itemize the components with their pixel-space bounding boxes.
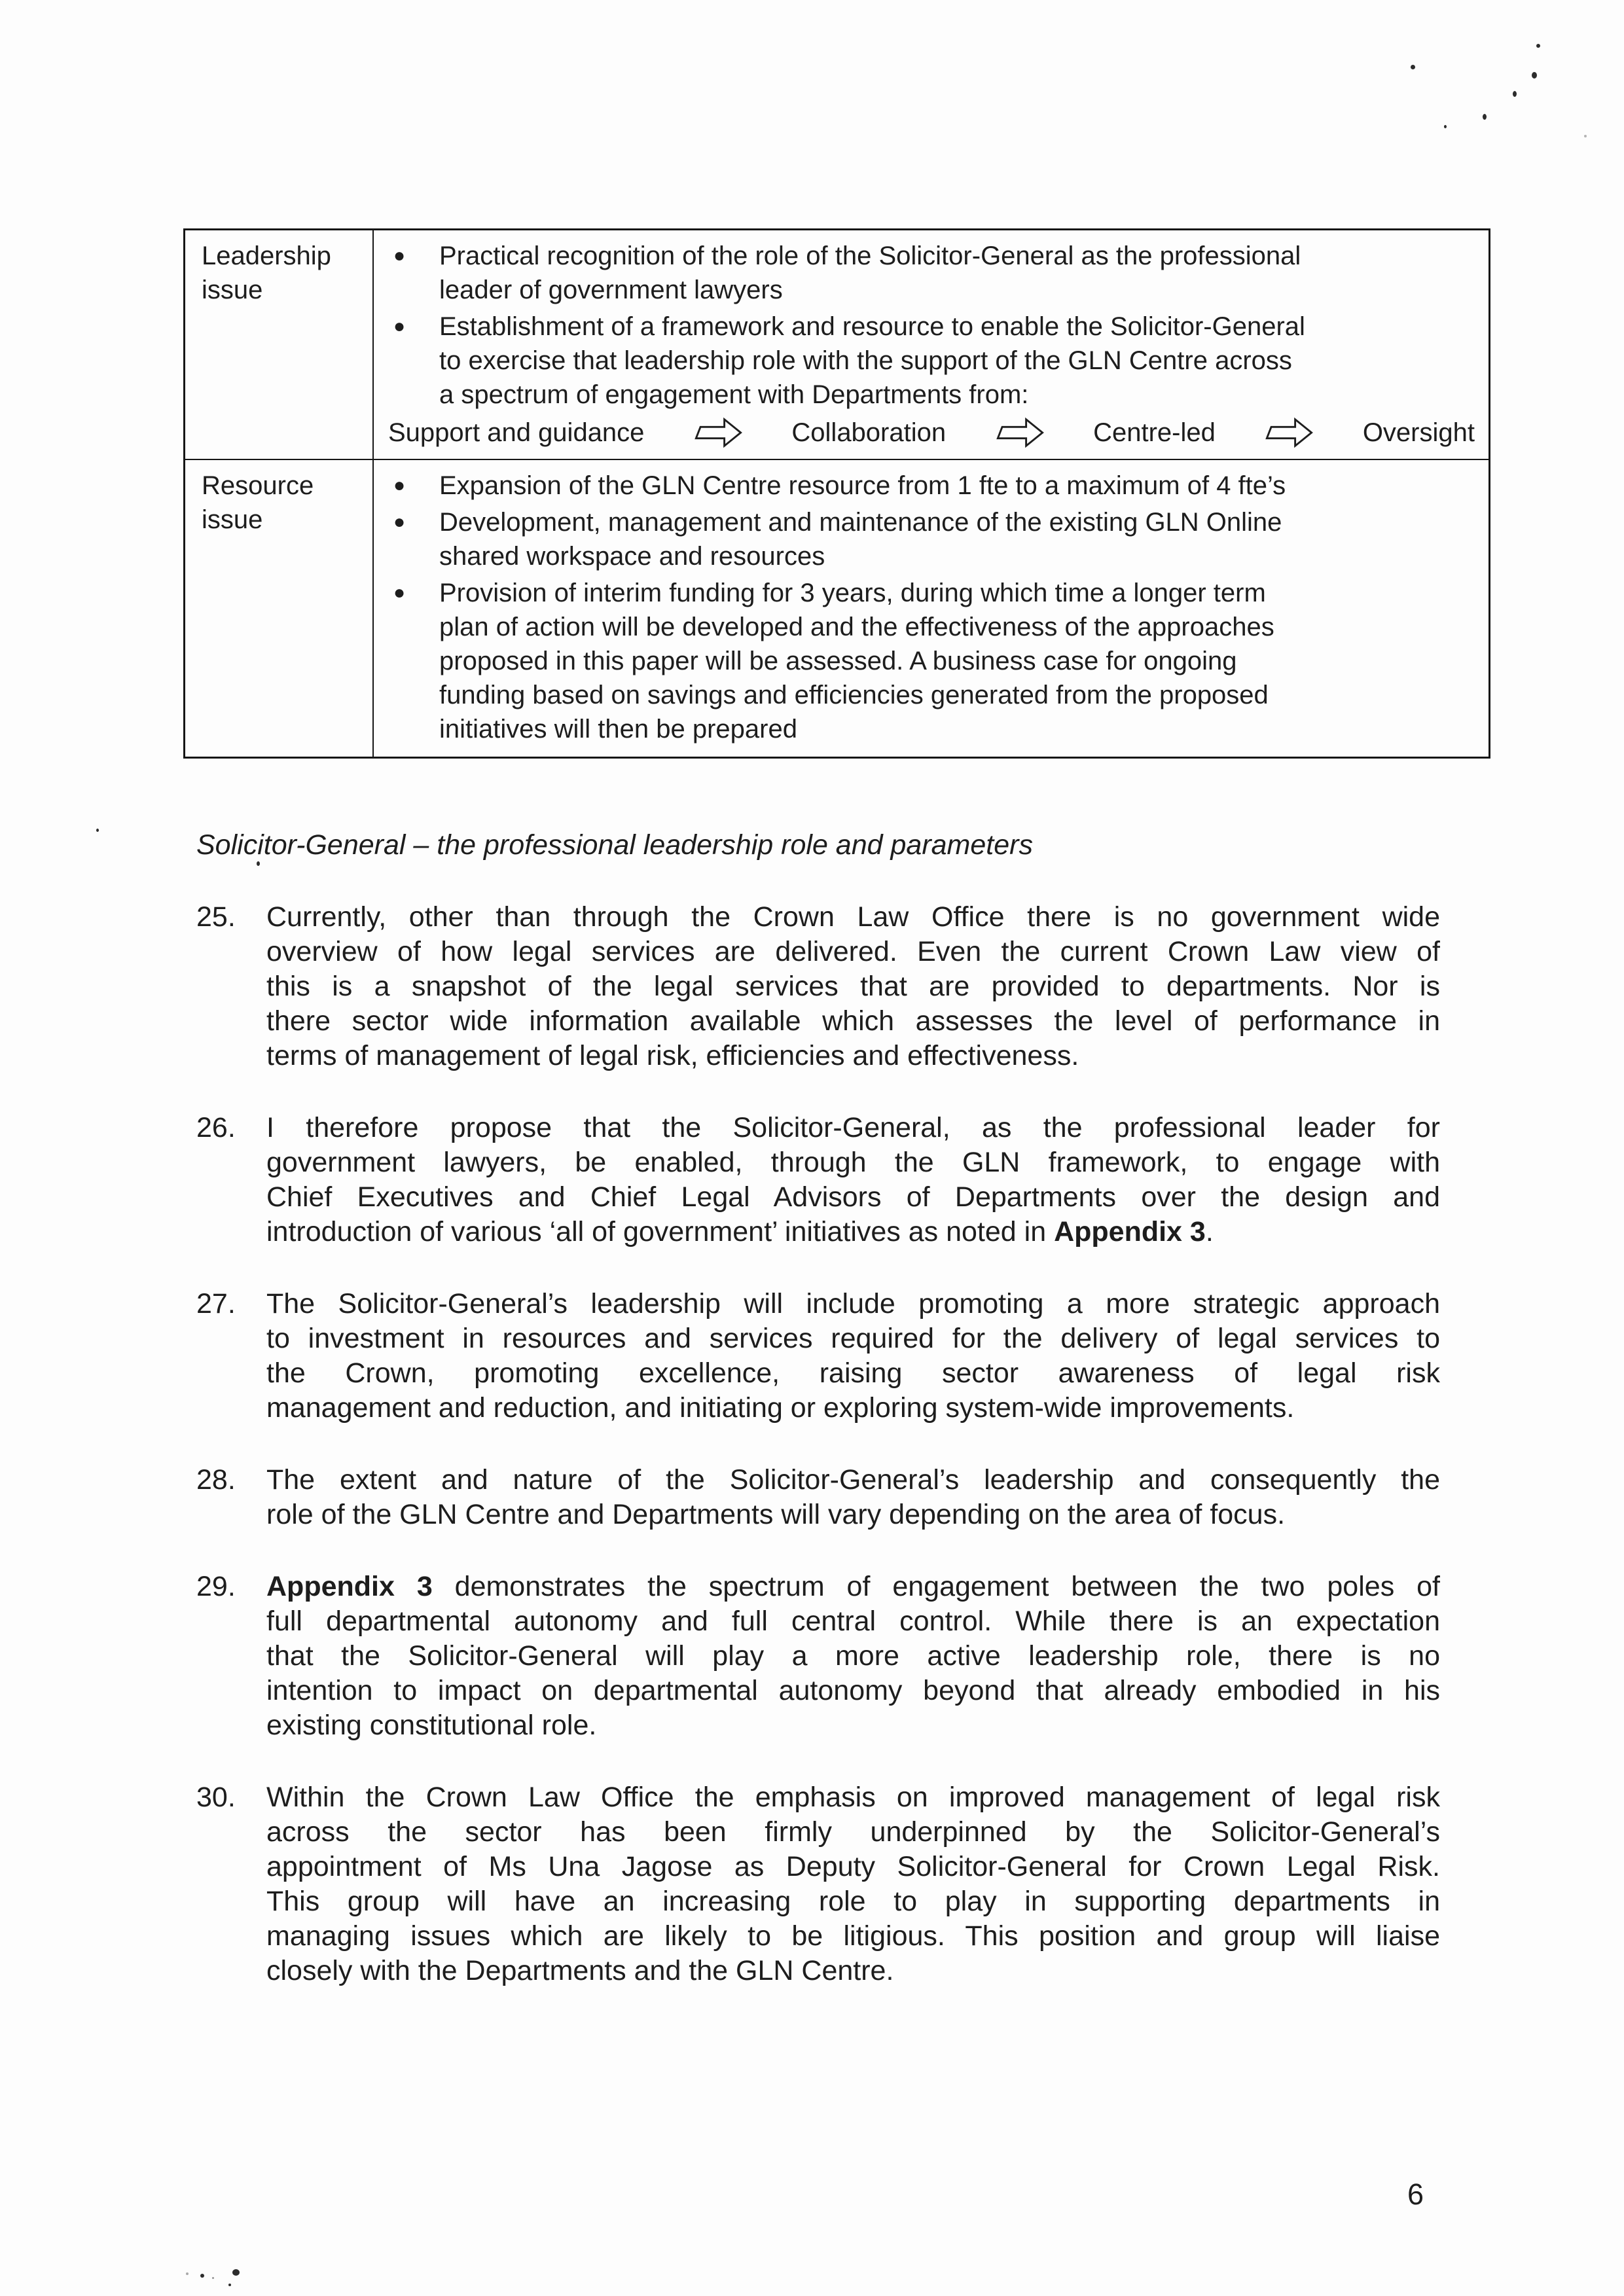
scan-speckle bbox=[96, 829, 99, 832]
text-line: Practical recognition of the role of the Solicitor-General as the professional bbox=[439, 242, 1301, 270]
section-heading: Solicitor-General – the professional leadership role and parameters bbox=[196, 829, 1033, 861]
text-line: introduction of various ‘all of government’ initiatives as noted in Appendix 3. bbox=[266, 1216, 1214, 1247]
row-content-leadership bbox=[374, 230, 1492, 459]
text-line: Within the Crown Law Office the emphasis on improved management of legal risk bbox=[266, 1782, 1440, 1813]
text-line: I therefore propose that the Solicitor-General, as the professional leader for bbox=[266, 1112, 1440, 1143]
text-line: managing issues which are likely to be litigious. This position and group will liaise bbox=[266, 1920, 1440, 1952]
text-line: appointment of Ms Una Jagose as Deputy Solicitor-General for Crown Legal Risk. bbox=[266, 1851, 1440, 1882]
scan-speckle bbox=[228, 2284, 231, 2286]
scan-speckle bbox=[1411, 65, 1415, 69]
text-line: management and reduction, and initiating or exploring system-wide improvements. bbox=[266, 1392, 1295, 1424]
text-line: The extent and nature of the Solicitor-General’s leadership and consequently the bbox=[266, 1464, 1440, 1496]
bullet-text bbox=[439, 239, 1475, 307]
bullet-icon: ● bbox=[393, 245, 406, 266]
paragraph-text bbox=[266, 1111, 1440, 1249]
text-line: a spectrum of engagement with Departments from: bbox=[439, 380, 1029, 409]
paragraph-25 bbox=[196, 900, 1440, 1073]
bullet-icon: ● bbox=[393, 511, 406, 533]
paragraph-number: 26. bbox=[196, 1112, 236, 1143]
paragraph-text bbox=[266, 1570, 1440, 1743]
scan-speckle bbox=[212, 2277, 214, 2279]
scan-speckle bbox=[1584, 135, 1587, 137]
text-line: full departmental autonomy and full central control. While there is an expectation bbox=[266, 1605, 1440, 1637]
page-number: 6 bbox=[1407, 2178, 1424, 2211]
paragraph-text bbox=[266, 1287, 1440, 1426]
text-line: Development, management and maintenance of the existing GLN Online bbox=[439, 508, 1282, 537]
row-content-resource bbox=[374, 460, 1489, 757]
paragraph-number: 27. bbox=[196, 1288, 236, 1319]
text-line: terms of management of legal risk, efficiencies and effectiveness. bbox=[266, 1040, 1079, 1071]
text-line: the Crown, promoting excellence, raising sector awareness of legal risk bbox=[266, 1357, 1440, 1389]
bullet-list bbox=[374, 469, 1471, 746]
arrow-right-icon bbox=[1264, 416, 1314, 449]
paragraph-26 bbox=[196, 1111, 1440, 1249]
paragraph-text bbox=[266, 1780, 1440, 1988]
bullet-icon: ● bbox=[393, 475, 406, 496]
arrow-right-icon bbox=[693, 416, 743, 449]
scan-speckle bbox=[1513, 91, 1517, 97]
text-line: role of the GLN Centre and Departments will vary depending on the area of focus. bbox=[266, 1499, 1286, 1530]
text-line: to investment in resources and services required for the delivery of legal services to bbox=[266, 1323, 1440, 1354]
engagement-spectrum bbox=[388, 416, 1475, 450]
text-line: there sector wide information available which assesses the level of performance in bbox=[266, 1005, 1440, 1037]
scan-speckle bbox=[200, 2274, 204, 2278]
text-line: across the sector has been firmly underpinned by the Solicitor-General’s bbox=[266, 1816, 1440, 1848]
scan-speckle bbox=[1483, 114, 1487, 120]
text-line: Expansion of the GLN Centre resource from 1 fte to a maximum of 4 fte’s bbox=[439, 471, 1286, 500]
text-line: Appendix 3 demonstrates the spectrum of engagement between the two poles of bbox=[266, 1571, 1440, 1602]
text-line: initiatives will then be prepared bbox=[439, 715, 797, 744]
spectrum-stage-label: Centre-led bbox=[1093, 418, 1216, 447]
bullet-item bbox=[374, 505, 1471, 573]
text-line: Chief Executives and Chief Legal Advisors of Departments over the design and bbox=[266, 1181, 1440, 1213]
bullet-item bbox=[374, 239, 1475, 307]
spectrum-stage-label: Support and guidance bbox=[388, 418, 645, 447]
bullet-text bbox=[439, 310, 1475, 412]
table-row-leadership bbox=[185, 230, 1489, 459]
paragraph-text bbox=[266, 1463, 1440, 1532]
text-line: This group will have an increasing role to play in supporting departments in bbox=[266, 1886, 1440, 1917]
bullet-item bbox=[374, 576, 1471, 746]
row-label-resource: Resource issue bbox=[185, 460, 374, 757]
bullet-item bbox=[374, 310, 1475, 412]
scan-speckle bbox=[232, 2269, 240, 2276]
text-line: intention to impact on departmental autonomy beyond that already embodied in his bbox=[266, 1675, 1440, 1706]
text-line: Provision of interim funding for 3 years, during which time a longer term bbox=[439, 579, 1266, 607]
spectrum-stage-label: Oversight bbox=[1362, 418, 1475, 447]
paragraph-number: 28. bbox=[196, 1464, 236, 1496]
paragraph-number: 30. bbox=[196, 1782, 236, 1813]
text-line: Establishment of a framework and resource to enable the Solicitor-General bbox=[439, 312, 1305, 341]
spectrum-stage-label: Collaboration bbox=[791, 418, 947, 447]
paragraph-29 bbox=[196, 1570, 1440, 1743]
text-line: this is a snapshot of the legal services that are provided to departments. Nor is bbox=[266, 971, 1440, 1002]
text-line: leader of government lawyers bbox=[439, 276, 783, 304]
scan-speckle bbox=[186, 2272, 189, 2275]
text-line: plan of action will be developed and the effectiveness of the approaches bbox=[439, 613, 1274, 641]
arrow-right-icon bbox=[995, 416, 1045, 449]
paragraph-28 bbox=[196, 1463, 1440, 1532]
text-line: Currently, other than through the Crown Law Office there is no government wide bbox=[266, 901, 1440, 933]
scan-speckle bbox=[1536, 44, 1540, 48]
table-row-resource bbox=[185, 459, 1489, 757]
scan-speckle bbox=[1444, 125, 1447, 128]
text-line: government lawyers, be enabled, through the GLN framework, to engage with bbox=[266, 1147, 1440, 1178]
bullet-list bbox=[374, 239, 1475, 412]
bold-text: Appendix 3 bbox=[1054, 1216, 1206, 1247]
text-line: proposed in this paper will be assessed. A business case for ongoing bbox=[439, 647, 1237, 675]
row-label-leadership: Leadership issue bbox=[185, 230, 374, 459]
scan-speckle bbox=[1532, 72, 1537, 79]
text-line: closely with the Departments and the GLN Centre. bbox=[266, 1955, 894, 1986]
bullet-icon: ● bbox=[393, 582, 406, 603]
bullet-text bbox=[439, 469, 1471, 503]
summary-table bbox=[183, 228, 1490, 759]
bullet-text bbox=[439, 505, 1471, 573]
text-line: to exercise that leadership role with the support of the GLN Centre across bbox=[439, 346, 1292, 375]
text-line: overview of how legal services are delivered. Even the current Crown Law view of bbox=[266, 936, 1440, 967]
bullet-text bbox=[439, 576, 1471, 746]
paragraph-text bbox=[266, 900, 1440, 1073]
paragraph-27 bbox=[196, 1287, 1440, 1426]
text-line: shared workspace and resources bbox=[439, 542, 825, 571]
bullet-icon: ● bbox=[393, 315, 406, 337]
text-line: The Solicitor-General’s leadership will include promoting a more strategic approach bbox=[266, 1288, 1440, 1319]
paragraph-number: 29. bbox=[196, 1571, 236, 1602]
bold-text: Appendix 3 bbox=[266, 1571, 433, 1602]
paragraph-30 bbox=[196, 1780, 1440, 1988]
bullet-item bbox=[374, 469, 1471, 503]
text-line: funding based on savings and efficiencies generated from the proposed bbox=[439, 681, 1269, 709]
paragraph-number: 25. bbox=[196, 901, 236, 933]
text-line: that the Solicitor-General will play a more active leadership role, there is no bbox=[266, 1640, 1440, 1672]
text-line: existing constitutional role. bbox=[266, 1710, 597, 1741]
